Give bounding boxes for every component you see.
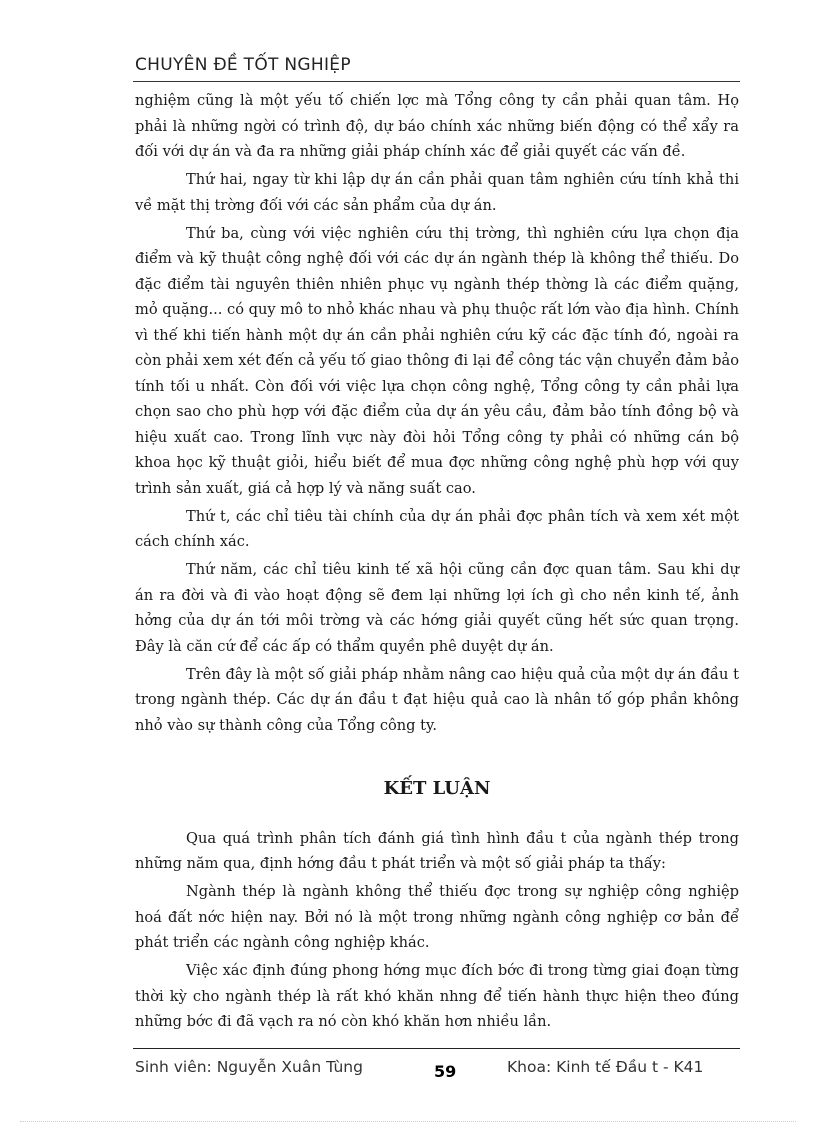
paragraph-third-solution: Thứ ba, cùng với việc nghiên cứu thị trờng, thì nghiên cứu lựa chọn địa điểm và kỹ thuật công nghệ đối với các dự án ngành thép là không thể thiếu. Do đặc điểm tài nguyên thiên nhiên phục vụ ngành thép thờng là các điểm quặng, mỏ quặng... có quy mô to nhỏ khác nhau và phụ thuộc rất lớn vào địa hình. Chính vì thế khi tiến hành một dự án cần phải nghiên cứu kỹ các đặc tính đó, ngoài ra còn phải xem xét đến cả yếu tố giao thông đi lại để công tác vận chuyển đảm bảo tính tối u nhất. Còn đối với việc lựa chọn công nghệ, Tổng công ty cần phải lựa chọn sao cho phù hợp với đặc điểm của dự án yêu cầu, đảm bảo tính đồng bộ và hiệu xuất cao. Trong lĩnh vực này đòi hỏi Tổng công ty phải có những cán bộ khoa học kỹ thuật giỏi, hiểu biết để mua đợc những công nghệ phù hợp với quy trình sản xuất, giá cả hợp lý và năng suất cao. [135,224,739,497]
document-body [135,88,739,1037]
page-header-title: CHUYÊN ĐỀ TỐT NGHIỆP [135,55,351,75]
footer-student: Sinh viên: Nguyễn Xuân Tùng [135,1058,363,1076]
paragraph-fifth-solution: Thứ năm, các chỉ tiêu kinh tế xã hội cũng cần đợc quan tâm. Sau khi dự án ra đời và đi vào hoạt động sẽ đem lại những lợi ích gì cho nền kinh tế, ảnh hởng của dự án tới môi trờng và các hớng giải quyết cũng hết sức quan trọng. Đây là căn cứ để các ấp có thẩm quyền phê duyệt dự án. [135,561,739,655]
paragraph-continuation: nghiệm cũng là một yếu tố chiến lợc mà Tổng công ty cần phải quan tâm. Họ phải là những ngời có trình độ, dự báo chính xác những biến động có thể xẩy ra đối với dự án và đa ra những giải pháp chính xác để giải quyết các vấn đề. [135,92,739,160]
header-divider [133,81,740,82]
paragraph-conclusion-direction: Việc xác định đúng phong hớng mục đích bớc đi trong từng giai đoạn từng thời kỳ cho ngành thép là rất khó khăn nhng để tiến hành thực hiện theo đúng những bớc đi đã vạch ra nó còn khó khăn hơn nhiều lần. [135,962,739,1030]
footer-faculty: Khoa: Kinh tế Đầu t - K41 [507,1058,704,1076]
paragraph-second-solution: Thứ hai, ngay từ khi lập dự án cần phải quan tâm nghiên cứu tính khả thi về mặt thị trờng đối với các sản phẩm của dự án. [135,171,739,214]
paragraph-summary: Trên đây là một số giải pháp nhằm nâng cao hiệu quả của một dự án đầu t trong ngành thép. Các dự án đầu t đạt hiệu quả cao là nhân tố góp phần không nhỏ vào sự thành công của Tổng công ty. [135,665,739,734]
paragraph-fourth-solution: Thứ t, các chỉ tiêu tài chính của dự án phải đợc phân tích và xem xét một cách chính xác. [135,507,739,550]
section-heading-conclusion: KẾT LUẬN [383,778,491,799]
page-bottom-border [20,1121,796,1122]
paragraph-conclusion-steel: Ngành thép là ngành không thể thiếu đợc trong sự nghiệp công nghiệp hoá đất nớc hiện nay. Bởi nó là một trong những ngành công nghiệp cơ bản để phát triển các ngành công nghiệp khác. [135,883,739,951]
footer-divider [133,1048,740,1049]
page-number: 59 [434,1062,457,1081]
paragraph-conclusion-intro: Qua quá trình phân tích đánh giá tình hình đầu t của ngành thép trong những năm qua, định hớng đầu t phát triển và một số giải pháp ta thấy: [135,829,739,872]
